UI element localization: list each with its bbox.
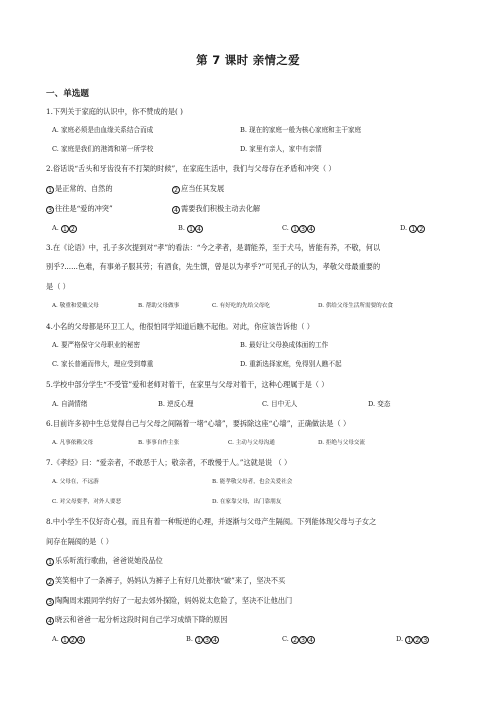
question-1-option-c: C. 家庭是我们的港湾和第一所学校 bbox=[52, 145, 154, 153]
question-2-option-c: C. 1 3 4 bbox=[282, 224, 315, 233]
question-3-stem-line-2: 别乎?......色难，有事弟子服其劳；有酒食，先生馔，曾是以为孝乎?”可见孔子的认为，孝敬父母最重要的 bbox=[46, 262, 381, 271]
question-6-stem: 6.目前许多初中生总觉得自己与父母之间隔着一堵“心墙”，要拆除这座“心墙”，正确做法是（ ） bbox=[46, 419, 351, 428]
question-3-option-c: C. 有好吃的先给父母吃 bbox=[212, 303, 270, 309]
question-8-item-2: 2 笑笑相中了一条裤子，妈妈认为裤子上有好几处都快“破”来了，坚决不买 bbox=[46, 576, 285, 586]
question-8-item-1: 1 乐乐听流行歌曲，爸爸说她没品位 bbox=[46, 556, 163, 566]
question-2-item-3: 3 往往是“爱的冲突” bbox=[46, 204, 113, 214]
question-5-option-a: A. 自满情绪 bbox=[52, 400, 88, 408]
question-4-option-b: B. 最好让父母换成体面的工作 bbox=[240, 341, 329, 349]
question-2-option-b: B. 1 4 bbox=[178, 224, 203, 233]
question-8-stem-line-2: 间存在隔阂的是（ ） bbox=[46, 537, 113, 546]
question-3-option-d: D. 供给父母生活所需要的衣食 bbox=[318, 303, 393, 309]
question-7-stem: 7.《孝经》曰：“爱亲者，不敢恶于人；敬亲者，不敢慢于人。”这就是说 （ ） bbox=[46, 458, 292, 467]
circled-number-4: 4 bbox=[46, 617, 54, 625]
question-6-option-a: A. 凡事依赖父母 bbox=[52, 440, 94, 446]
question-5-option-c: C. 目中无人 bbox=[262, 400, 298, 408]
question-3-stem-line-1: 3.在《论语》中，孔子多次提到对“孝”的看法：“今之孝者，是谓能养，至于犬马，皆能有养，不敬，何以 bbox=[46, 243, 381, 252]
circled-number-3: 3 bbox=[46, 206, 54, 214]
circled-number-3: 3 bbox=[46, 598, 54, 606]
question-2-item-1: 1 是正常的、自然的 bbox=[46, 184, 113, 194]
question-8-option-c: C. 2 3 4 bbox=[282, 635, 315, 644]
question-8-option-b: B. 1 3 4 bbox=[186, 635, 219, 644]
question-8-stem-line-1: 8.中小学生不仅好奇心强，而且有着一种叛逆的心理，并逐渐与父母产生隔阂。下列能体现父母与子女之 bbox=[46, 517, 377, 526]
page-title: 第 7 课时 亲情之爱 bbox=[196, 53, 300, 67]
question-4-option-c: C. 家长普通而伟大，理应受到尊重 bbox=[52, 360, 154, 368]
section-heading: 一、单选题 bbox=[46, 89, 89, 99]
question-6-option-b: B. 事事自作主张 bbox=[138, 440, 180, 446]
question-8-option-a: A. 1 2 4 bbox=[52, 635, 85, 644]
question-4-option-a: A. 要严格保守父母职业的秘密 bbox=[52, 341, 141, 349]
question-5-option-d: D. 变态 bbox=[368, 400, 391, 408]
question-8-item-4: 4 晓云和爸爸一起分析这段时间自己学习成绩下降的原因 bbox=[46, 615, 228, 625]
question-2-option-a: A. 1 2 bbox=[52, 224, 77, 233]
circled-number-2: 2 bbox=[172, 186, 180, 194]
question-6-option-d: D. 拒绝与父母交流 bbox=[318, 440, 365, 446]
circled-number-2: 2 bbox=[46, 578, 54, 586]
question-8-option-d: D. 1 2 3 bbox=[396, 635, 429, 644]
question-8-item-3: 3 陶陶周末跟同学约好了一起去郊外探险，妈妈说太危险了，坚决不让他出门 bbox=[46, 596, 292, 606]
question-4-option-d: D. 重新选择家庭，免得别人瞧不起 bbox=[240, 360, 342, 368]
question-7-option-a: A. 父母在，不远游 bbox=[52, 479, 99, 485]
question-3-option-b: B. 帮助父母做事 bbox=[138, 303, 180, 309]
question-1-option-d: D. 家里有亲人，家中有亲情 bbox=[240, 145, 322, 153]
question-4-stem: 4.小名的父母都是环卫工人，他很怕同学知道后瞧不起他。对此，你应该告诉他（ ） bbox=[46, 322, 314, 331]
question-1-option-a: A. 家庭必须是由血缘关系结合而成 bbox=[52, 126, 154, 134]
circled-number-1: 1 bbox=[46, 558, 54, 566]
question-2-item-2: 2 应当任其发展 bbox=[172, 184, 224, 194]
question-1-option-b: B. 现在的家庭一般为核心家庭和主干家庭 bbox=[240, 126, 362, 134]
circled-number-4: 4 bbox=[172, 206, 180, 214]
question-3-option-a: A. 敬重和爱戴父母 bbox=[52, 303, 99, 309]
question-1-stem: 1.下列关于家庭的认识中，你不赞成的是( ) bbox=[46, 107, 183, 116]
question-6-option-c: C. 主动与父母沟通 bbox=[228, 440, 275, 446]
question-7-option-d: D. 在家靠父母，出门靠朋友 bbox=[212, 499, 282, 505]
circled-number-1: 1 bbox=[46, 186, 54, 194]
question-2-option-d: D. 1 2 bbox=[400, 224, 425, 233]
question-5-stem: 5.学校中部分学生“不受管”爱和老师对着干，在家里与父母对着干，这种心理属于是（ ） bbox=[46, 380, 329, 389]
question-2-item-4: 4 需要我们积极主动去化解 bbox=[172, 204, 260, 214]
question-5-option-b: B. 逆反心理 bbox=[158, 400, 194, 408]
question-2-stem: 2.俗话说“舌头和牙齿没有不打架的时候”，在家庭生活中，我们与父母存在矛盾和冲突（ ） bbox=[46, 164, 336, 173]
question-7-option-c: C. 对父母要孝，对外人要恶 bbox=[52, 499, 122, 505]
question-3-stem-line-3: 是（ ） bbox=[46, 282, 70, 291]
question-7-option-b: B. 能孝敬父母者，也会关爱社会 bbox=[212, 479, 293, 485]
